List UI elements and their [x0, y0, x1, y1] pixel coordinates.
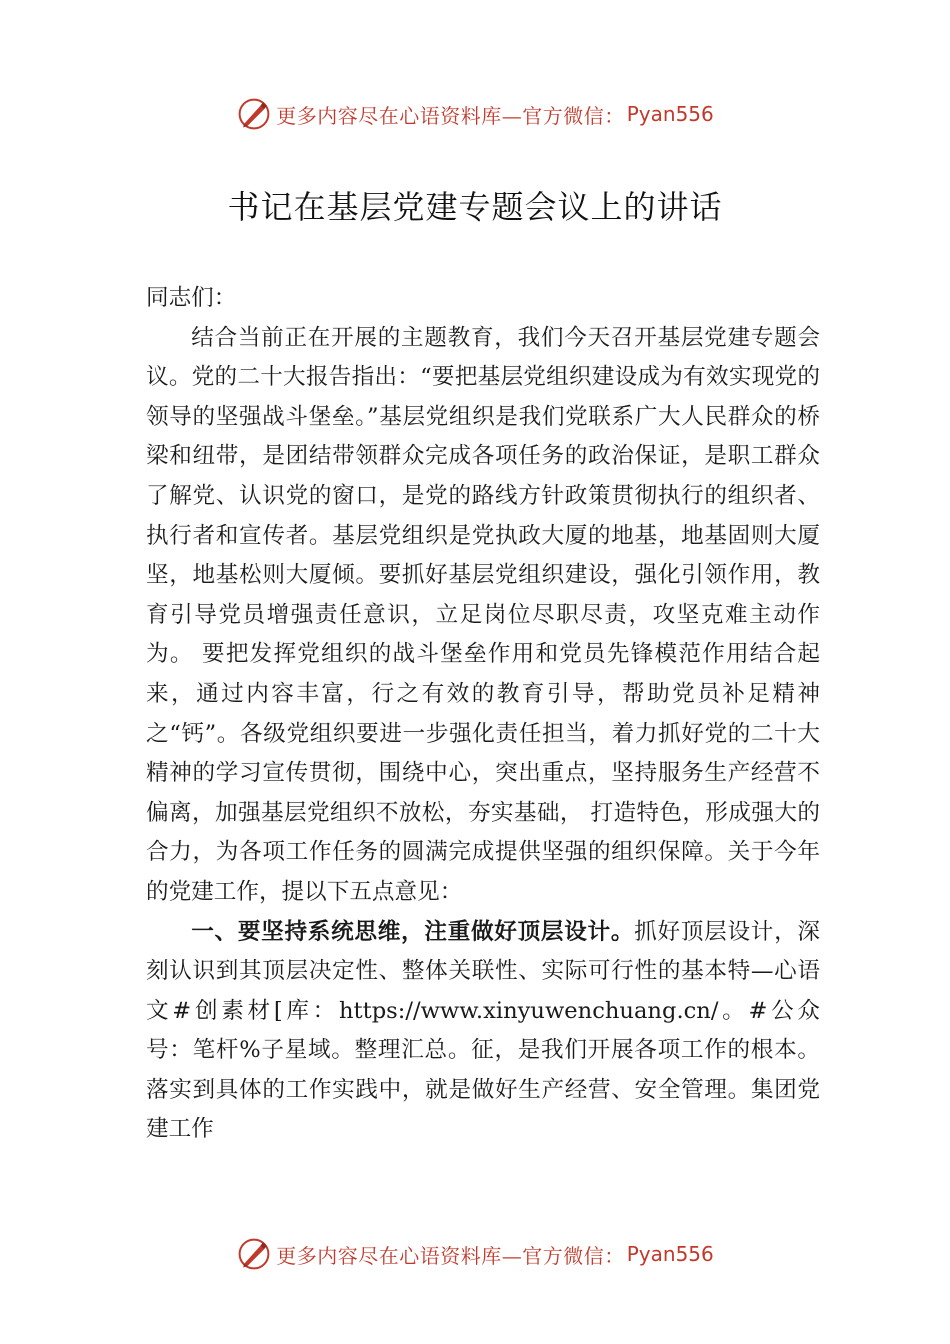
header-watermark-banner — [0, 92, 950, 136]
section-1-heading: 一、要坚持系统思维，注重做好顶层设计。 — [191, 918, 635, 945]
pen-logo-icon — [236, 96, 272, 132]
banner-text: 更多内容尽在心语资料库—官方微信： — [276, 103, 625, 128]
section-1-text: 抓好顶层设计，深刻认识到其顶层决定性、整体关联性、实际可行性的基本特—心语文#创素材[库：https://www.xinyuwenchuang.cn/。#公众号：笔杆%子星域。整理汇总。征，是我们开展各项工作的根本。落实到具体的工作实践中，就是做好生产经营、安全管理。集团党建工作 — [146, 918, 821, 1143]
paragraph-intro: 结合当前正在开展的主题教育，我们今天召开基层党建专题会议。党的二十大报告指出：“要把基层党组织建设成为有效实现党的领导的坚强战斗堡垒。”基层党组织是我们党联系广大人民群众的桥梁和纽带，是团结带领群众完成各项任务的政治保证，是职工群众了解党、认识党的窗口，是党的路线方针政策贯彻执行的组织者、执行者和宣传者。基层党组织是党执政大厦的地基，地基固则大厦坚，地基松则大厦倾。要抓好基层党组织建设，强化引领作用，教育引导党员增强责任意识，立足岗位尽职尽责，攻坚克难主动作为。 要把发挥党组织的战斗堡垒作用和党员先锋模范作用结合起来，通过内容丰富，行之有效的教育引导，帮助党员补足精神之“钙”。各级党组织要进一步强化责任担当，着力抓好党的二十大精神的学习宣传贯彻，围绕中心，突出重点，坚持服务生产经营不偏离，加强基层党组织不放松，夯实基础， 打造特色，形成强大的合力，为各项工作任务的圆满完成提供坚强的组织保障。关于今年的党建工作，提以下五点意见： — [146, 324, 820, 905]
banner-wechat-handle: Pyan556 — [626, 1242, 714, 1266]
banner-text: 更多内容尽在心语资料库—官方微信： — [276, 1243, 625, 1268]
document-body — [146, 279, 820, 1150]
paragraph-section-1 — [146, 913, 820, 1151]
pen-logo-icon — [236, 1236, 272, 1272]
document-title: 书记在基层党建专题会议上的讲话 — [227, 188, 723, 226]
banner-wechat-handle: Pyan556 — [626, 102, 714, 126]
footer-watermark-banner — [0, 1232, 950, 1276]
salutation: 同志们： — [146, 285, 237, 311]
